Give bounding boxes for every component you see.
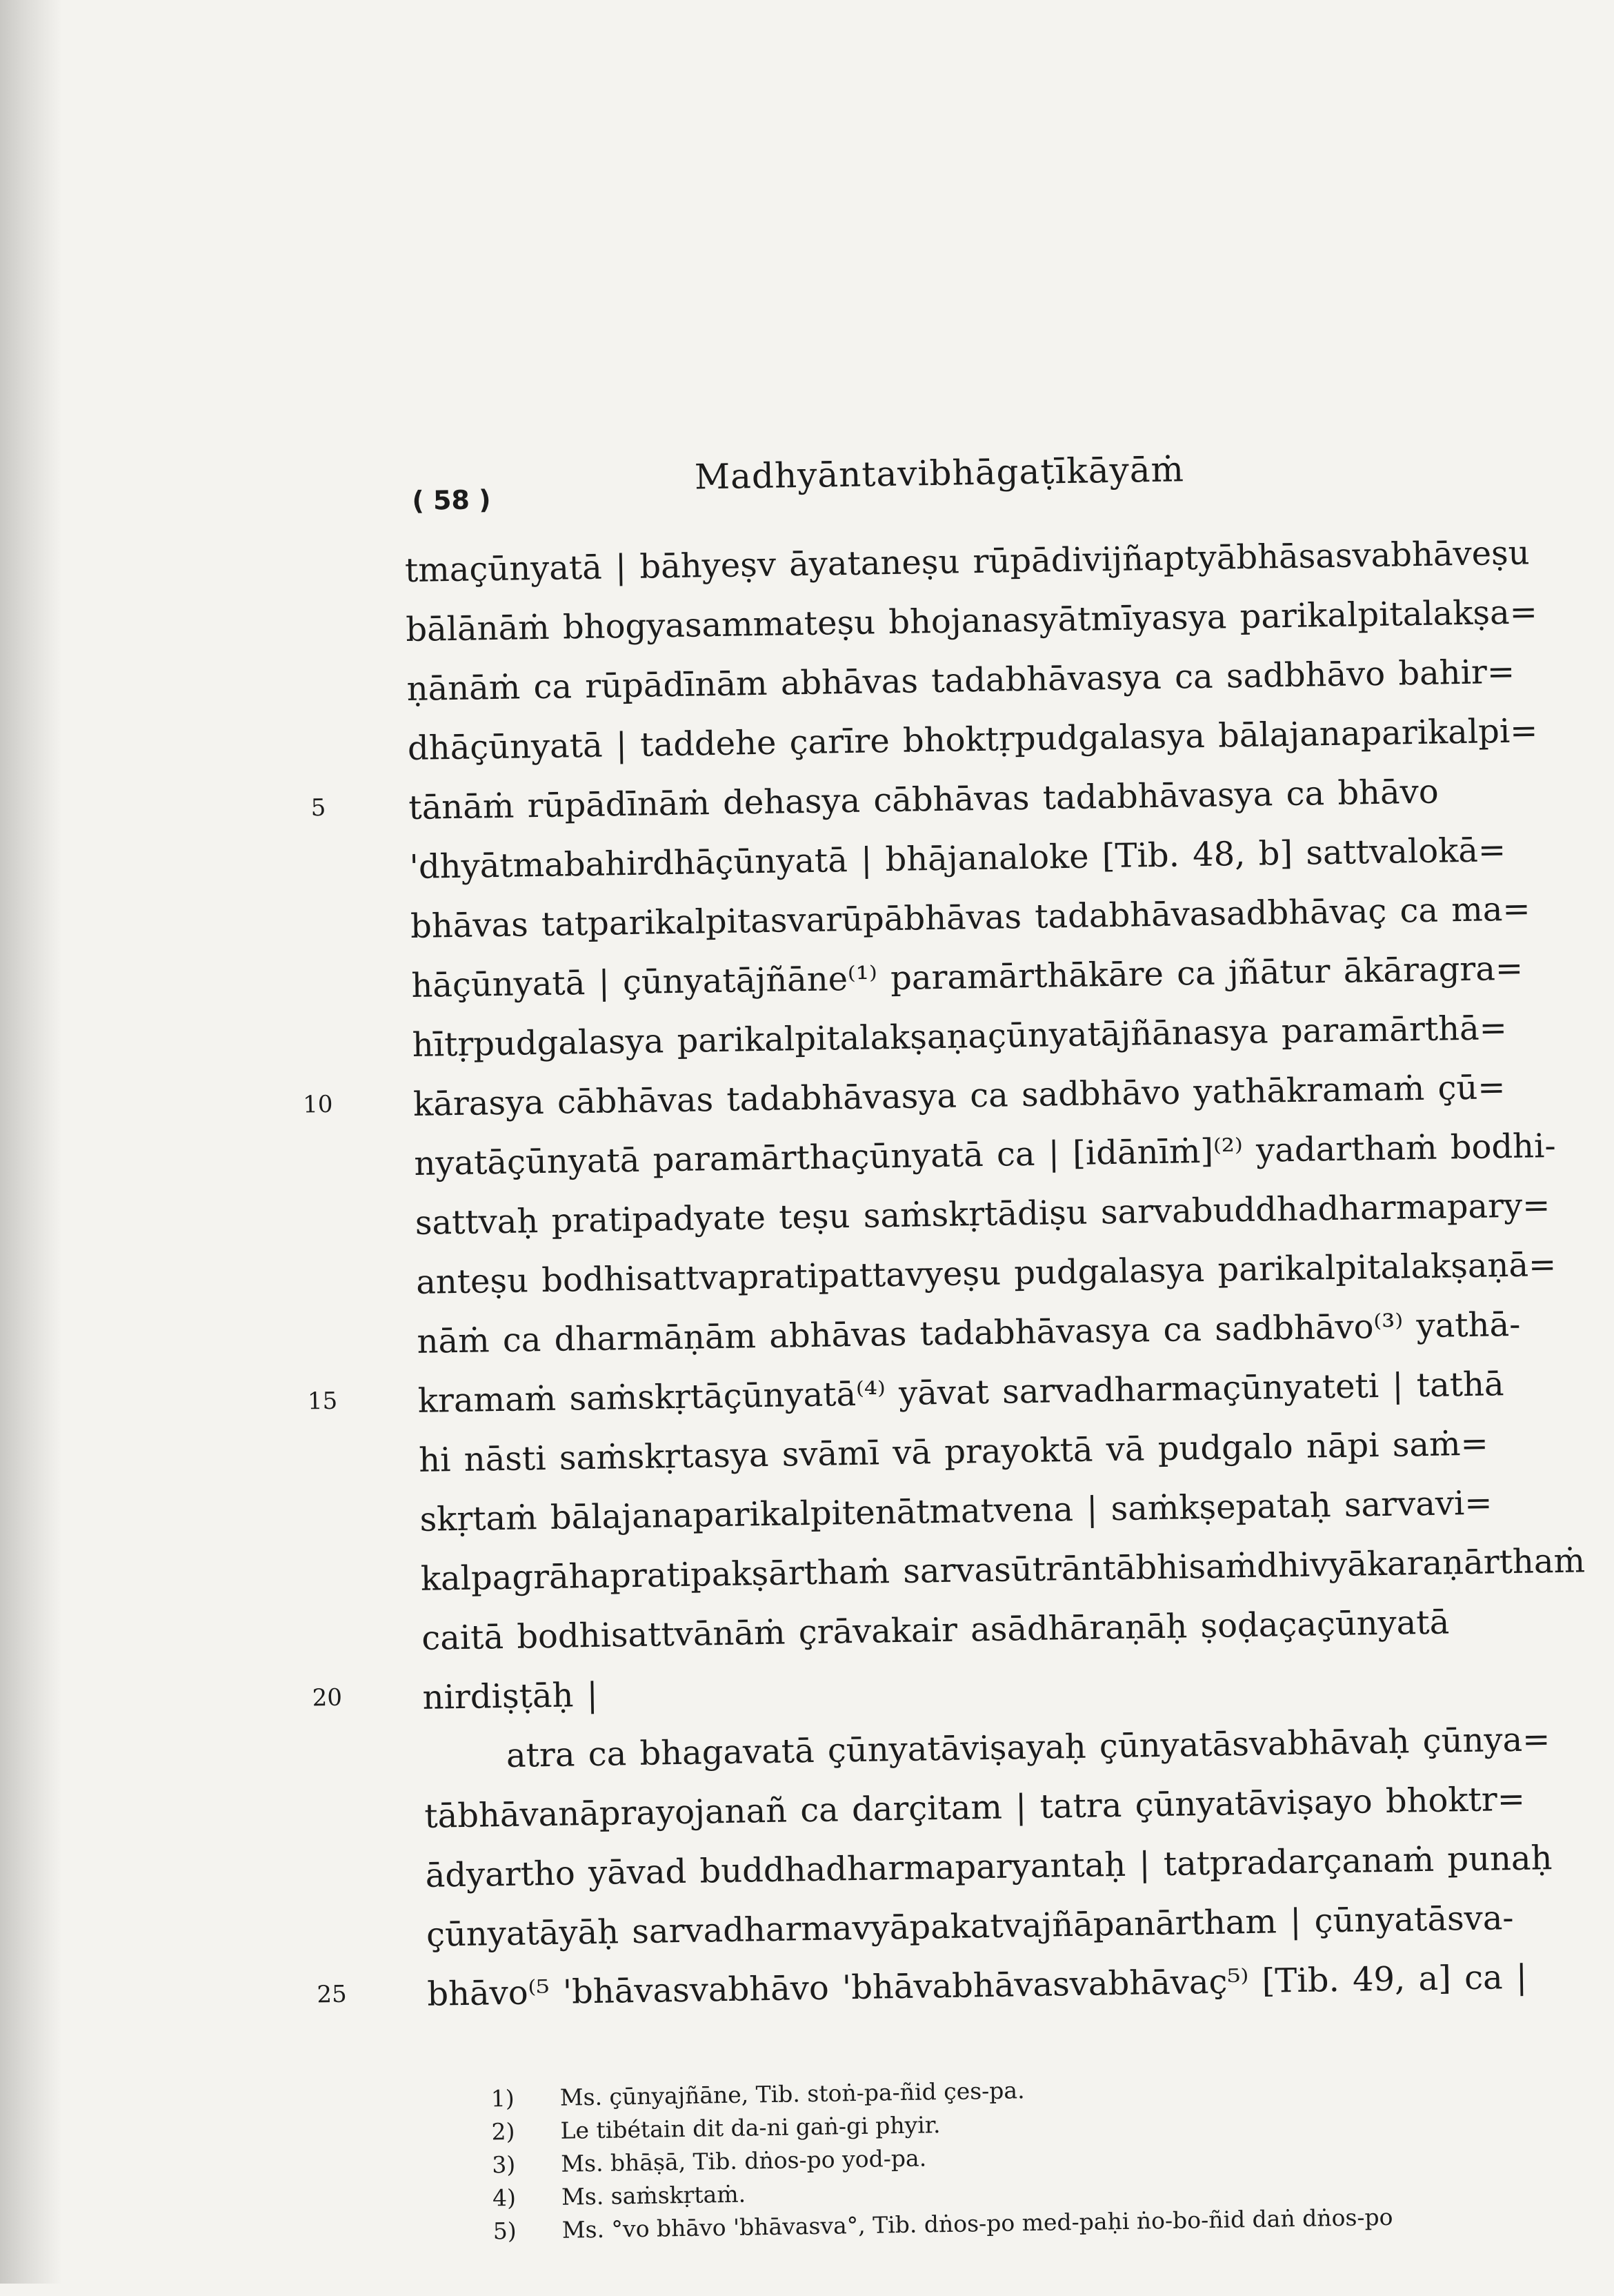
line-number — [313, 1743, 341, 1744]
line-number — [296, 675, 323, 676]
line-text: ṇānāṁ ca rūpādīnām abhāvas tadabhāvasya ca sadbhāvo bahir= — [406, 652, 1515, 709]
footnote-mark: 2) — [491, 2117, 515, 2146]
line-text: kramaṁ saṁskṛtāçūnyatā⁽⁴⁾ yāvat sarvadharmaçūnyateti | tathā — [417, 1365, 1504, 1421]
line-number — [315, 1862, 342, 1863]
line-number: 10 — [302, 1090, 333, 1119]
line-text: ādyartho yāvad buddhadharmaparyantaḥ | tatpradarçanaṁ punaḥ — [425, 1839, 1553, 1895]
line-number — [306, 1328, 334, 1329]
line-number — [309, 1506, 337, 1507]
footnote-text: Ms. saṁskṛtaṁ. — [561, 2180, 746, 2210]
line-number — [295, 616, 323, 617]
line-number: 25 — [317, 1980, 347, 2009]
line-number — [303, 1150, 331, 1151]
line-text: hi nāsti saṁskṛtasya svāmī vā prayoktā vā pudgalo nāpi saṁ= — [418, 1424, 1489, 1480]
line-text: hāçūnyatā | çūnyatājñāne⁽¹⁾ paramārthākāre ca jñātur ākāragra= — [411, 949, 1524, 1005]
main-text — [302, 527, 1586, 2029]
line-number — [301, 972, 328, 973]
page-header — [411, 434, 1281, 517]
line-text: bhāvas tatparikalpitasvarūpābhāvas tadabhāvasadbhāvaç ca ma= — [410, 889, 1531, 946]
line-number — [316, 1921, 343, 1922]
footnote-mark: 1) — [490, 2084, 515, 2112]
running-title: Madhyāntavibhāgaṭīkāyāṁ — [694, 449, 1185, 497]
line-text: kārasya cābhāvas tadabhāvasya ca sadbhāvo yathākramaṁ çū= — [412, 1068, 1506, 1124]
line-text: çūnyatāyāḥ sarvadharmavyāpakatvajñāpanārtham | çūnyatāsva- — [426, 1899, 1514, 1954]
line-text: nirdiṣṭāḥ | — [422, 1675, 599, 1717]
line-text: skṛtaṁ bālajanaparikalpitenātmatvena | saṁkṣepataḥ sarvavi= — [419, 1483, 1493, 1539]
line-text: kalpagrāhapratipakṣārthaṁ sarvasūtrāntābhisaṁdhivyākaraṇārthaṁ — [420, 1541, 1586, 1599]
footnotes — [490, 2068, 1569, 2250]
line-text: 'dhyātmabahirdhāçūnyatā | bhājanaloke [Tib. 48, b] sattvalokā= — [409, 831, 1506, 887]
line-text: atra ca bhagavatā çūnyatāviṣayaḥ çūnyatāsvabhāvaḥ çūnya= — [506, 1720, 1551, 1775]
line-text: bālānāṁ bhogyasammateṣu bhojanasyātmīyasya parikalpitalakṣa= — [405, 593, 1538, 650]
page-number: ( 58 ) — [412, 484, 491, 516]
line-number — [299, 853, 326, 854]
footnote-text: Ms. çūnyajñāne, Tib. stoṅ-pa-ñid çes-pa. — [559, 2077, 1025, 2111]
line-number — [305, 1209, 332, 1210]
line-number — [301, 1031, 329, 1032]
line-text: caitā bodhisattvānāṁ çrāvakair asādhāraṇāḥ ṣoḍaçaçūnyatā — [421, 1603, 1450, 1658]
footnote-mark: 5) — [492, 2217, 517, 2245]
line-number — [310, 1565, 338, 1566]
line-text: anteṣu bodhisattvapratipattavyeṣu pudgalasya parikalpitalakṣaṇā= — [415, 1245, 1557, 1302]
line-text: nāṁ ca dharmāṇām abhāvas tadabhāvasya ca sadbhāvo⁽³⁾ yathā- — [417, 1305, 1521, 1361]
line-number: 20 — [312, 1683, 343, 1712]
line-text: sattvaḥ pratipadyate teṣu saṁskṛtādiṣu sarvabuddhadharmapary= — [415, 1186, 1551, 1243]
footnote-text: Ms. °vo bhāvo 'bhāvasva°, Tib. dṅos-po med-paḥi ṅo-bo-ñid daṅ dṅos-po — [561, 2203, 1393, 2244]
footnote-text: Ms. bhāṣā, Tib. dṅos-po yod-pa. — [560, 2144, 927, 2177]
line-number: 15 — [307, 1387, 338, 1416]
footnote-mark: 4) — [492, 2184, 517, 2212]
line-text: tābhāvanāprayojanañ ca darçitam | tatra çūnyatāviṣayo bhoktr= — [424, 1779, 1526, 1836]
line-text: bhāvo⁽⁵ 'bhāvasvabhāvo 'bhāvabhāvasvabhāvaç⁵⁾ [Tib. 49, a] ca | — [426, 1957, 1528, 2014]
line-text: hītṛpudgalasya parikalpitalakṣaṇaçūnyatājñānasya paramārthā= — [412, 1009, 1508, 1065]
footnote-mark: 3) — [492, 2150, 516, 2179]
line-text: tmaçūnyatā | bāhyeṣv āyataneṣu rūpādivijñaptyābhāsasvabhāveṣu — [404, 533, 1530, 591]
line-text: tānāṁ rūpādīnāṁ dehasya cābhāvas tadabhāvasya ca bhāvo — [408, 772, 1439, 828]
line-number: 5 — [310, 793, 326, 822]
footnote-text: Le tibétain dit da-ni gaṅ-gi phyir. — [560, 2111, 941, 2144]
line-text: dhāçūnyatā | taddehe çarīre bhoktṛpudgalasya bālajanaparikalpi= — [407, 711, 1538, 769]
line-text: nyatāçūnyatā paramārthaçūnyatā ca | [idānīṁ]⁽²⁾ yadarthaṁ bodhi- — [414, 1126, 1556, 1183]
